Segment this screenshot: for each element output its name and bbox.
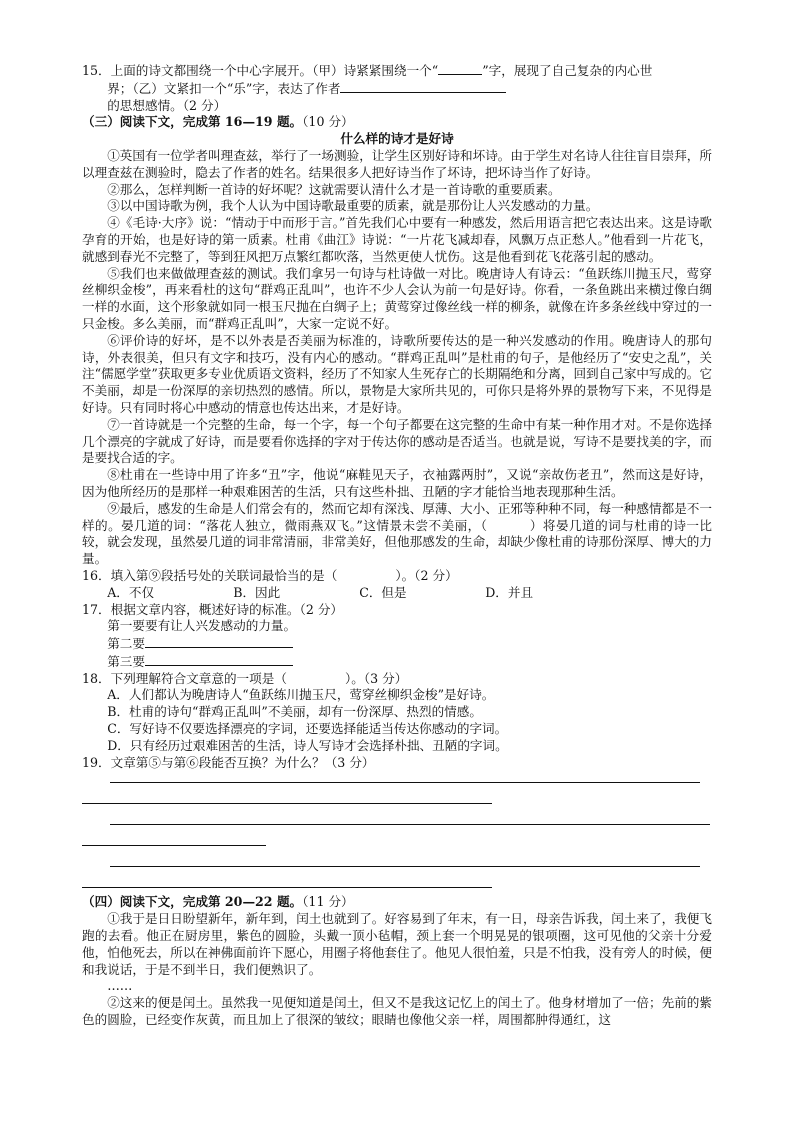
s3-paragraph-8: ⑧杜甫在一些诗中用了许多“丑”字，他说“麻鞋见天子，衣袖露两肘”，又说“亲故伤老丑”，然而这是好诗，因为他所经历的是那样一种艰难困苦的生活，只有这些朴拙、丑陋的字才能恰当地表现那种生活。 xyxy=(82,467,712,499)
q17-second-blank[interactable] xyxy=(145,635,293,648)
q17-third: 第三要 xyxy=(82,653,712,671)
q15-line3: 的思想感情。（2 分） xyxy=(107,97,227,113)
s3-paragraph-1: ①英国有一位学者叫理查兹，举行了一场测验，让学生区别好诗和坏诗。由于学生对名诗人往往盲目崇拜，所以理查兹在测验时，隐去了作者的姓名。结果很多人把好诗当作了坏诗，把坏诗当作了好诗。 xyxy=(82,147,712,180)
q15-line1: 15．上面的诗文都围绕一个中心字展开。（甲）诗紧紧围绕一个“ ”字，展现了自己复杂的内心世 xyxy=(82,63,653,78)
q18-option-c[interactable]: C．写好诗不仅要选择漂亮的字词，还要选择能适当传达你感动的字词。 xyxy=(107,721,508,737)
q18-stem: 18．下列理解符合文章意的一项是（ ）。（3 分） xyxy=(82,670,408,686)
q18-option-b[interactable]: B．杜甫的诗句“群鸡正乱叫”不美丽，却有一份深厚、热烈的情感。 xyxy=(107,704,482,720)
q18-option-a[interactable]: A．人们都认为晚唐诗人“鱼跃练川抛玉尺，莺穿丝柳织金梭”是好诗。 xyxy=(107,687,495,703)
article-title: 什么样的诗才是好诗 xyxy=(340,131,454,147)
answer-line[interactable] xyxy=(110,865,700,867)
q19-answer-area[interactable] xyxy=(82,781,712,888)
s3-paragraph-6: ⑥评价诗的好坏，是不以外表是否美丽为标准的，诗歌所要传达的是一种兴发感动的作用。晚唐诗人的那句诗，外表很美，但只有文字和技巧，没有内心的感动。“群鸡正乱叫”是杜甫的句子，是他经历了“安史之乱”，关注“儒愿学堂”获取更多专业优质语文资料，经历了不知家人生死存亡的长期隔绝和分离，回到自己家中写成的。它不美丽，却是一份深厚的亲切热烈的感情。所以，景物是大家所共见的，可你只是将外界的景物写下来，不见得是好诗。只有同时将心中感动的情意也传达出来，才是好诗。 xyxy=(82,332,712,415)
s3-paragraph-2: ②那么，怎样判断一首诗的好坏呢？这就需要认清什么才是一首诗歌的重要质素。 xyxy=(107,181,561,197)
q19-stem: 19．文章第⑤与第⑥段能否互换？为什么？（3 分） xyxy=(82,754,375,770)
q15-blank-1[interactable] xyxy=(438,62,482,75)
q17-third-blank[interactable] xyxy=(145,653,293,666)
s3-paragraph-9: ⑨最后，感发的生命是人们常会有的，然而它却有深浅、厚薄、大小、正邪等种种不同，每一种感情都是不一样的。晏几道的词：“落花人独立，微雨燕双飞。”这情景未尝不美丽，（ ）将晏几道的词与杜甫的诗一比较，就会发现，虽然晏几道的词非常清丽，非常美好，但他那感发的生命，却缺少像杜甫的诗那份深厚、博大的力量。 xyxy=(82,500,713,567)
q17-first: 第一要要有让人兴发感动的力量。 xyxy=(107,618,297,634)
q17-stem: 17．根据文章内容，概述好诗的标准。（2 分） xyxy=(82,601,344,617)
s3-paragraph-5: ⑤我们也来做做理查兹的测试。我们拿另一句诗与杜诗做一对比。晚唐诗人有诗云：“鱼跃练川抛玉尺，莺穿丝柳织金梭”，再来看杜的这句“群鸡正乱叫”，也许不少人会认为前一句是好诗。你看，一条鱼跳出来横过像白绸一样的水面，这个形象就如同一根玉尺抛在白绸子上；黄莺穿过像丝线一样的柳条，就像在许多条丝线中穿过的一只金梭。多么美丽，而“群鸡正乱叫”，大家一定说不好。 xyxy=(82,265,712,331)
q18-option-d[interactable]: D．只有经历过艰难困苦的生活，诗人写诗才会选择朴拙、丑陋的字词。 xyxy=(107,737,508,753)
s4-paragraph-2: ②这来的便是闰土。虽然我一见便知道是闰土，但又不是我这记忆上的闰土了。他身材增加了一倍；先前的紫色的圆脸，已经变作灰黄，而且加上了很深的皱纹；眼睛也像他父亲一样，周围都肿得通红，这 xyxy=(82,995,712,1028)
q16-options xyxy=(82,585,712,602)
answer-line[interactable] xyxy=(82,802,492,804)
answer-line[interactable] xyxy=(110,823,710,825)
q15-line2: 界；（乙）文紧扣一个“乐”字，表达了作者 xyxy=(82,80,712,98)
q16-stem: 16．填入第⑨段括号处的关联词最恰当的是（ ）。（2 分） xyxy=(82,567,458,583)
q16-option-d[interactable]: D．并且 xyxy=(485,584,534,600)
q15-blank-2[interactable] xyxy=(340,80,506,93)
q16-option-c[interactable]: C．但是 xyxy=(359,584,407,600)
q16-option-a[interactable]: A．不仅 xyxy=(107,584,155,600)
section4-heading: （四）阅读下文，完成第 20—22 题。（11 分） xyxy=(82,894,354,910)
answer-line[interactable] xyxy=(82,844,266,846)
s3-paragraph-7: ⑦一首诗就是一个完整的生命，每一个字，每一个句子都要在这完整的生命中有某一种作用才对。不是你选择几个漂亮的字就成了好诗，而是要看你选择的字对于传达你的感动是否适当。也就是说，写诗不是要找美的字，而是要找合适的字。 xyxy=(82,416,712,466)
answer-line[interactable] xyxy=(82,886,492,888)
s4-paragraph-1: ①我于是日日盼望新年，新年到，闰土也就到了。好容易到了年末，有一日，母亲告诉我，闰土来了，我便飞跑的去看。他正在厨房里，紫色的圆脸，头戴一顶小毡帽，颈上套一个明晃晃的银项圈，这可见他的父亲十分爱他，怕他死去，所以在神佛面前许下愿心，用圈子将他套住了。他见人很怕羞，只是不怕我，没有旁人的时候，便和我说话，于是不到半日，我们便熟识了。 xyxy=(82,911,712,977)
s4-ellipsis: …… xyxy=(107,978,133,994)
s3-paragraph-4: ④《毛诗·大序》说：“情动于中而形于言。”首先我们心中要有一种感发，然后用语言把它表达出来。这是诗歌孕育的开始，也是好诗的第一质素。杜甫《曲江》诗说：“一片花飞减却春，风飘万点正愁人。”他看到一片花飞，就感到春光不完整了，等到狂风把万点繁红都吹落，当然更使人忧伤。这是他看到花飞花落引起的感动。 xyxy=(82,215,712,264)
q16-option-b[interactable]: B．因此 xyxy=(233,584,281,600)
section3-heading: （三）阅读下文，完成第 16—19 题。（10 分） xyxy=(82,114,354,130)
exam-page xyxy=(82,62,712,1029)
s3-paragraph-3: ③以中国诗歌为例，我个人认为中国诗歌最重要的质素，就是那份让人兴发感动的力量。 xyxy=(107,198,599,214)
q17-second: 第二要 xyxy=(82,635,712,653)
answer-line[interactable] xyxy=(110,781,700,783)
